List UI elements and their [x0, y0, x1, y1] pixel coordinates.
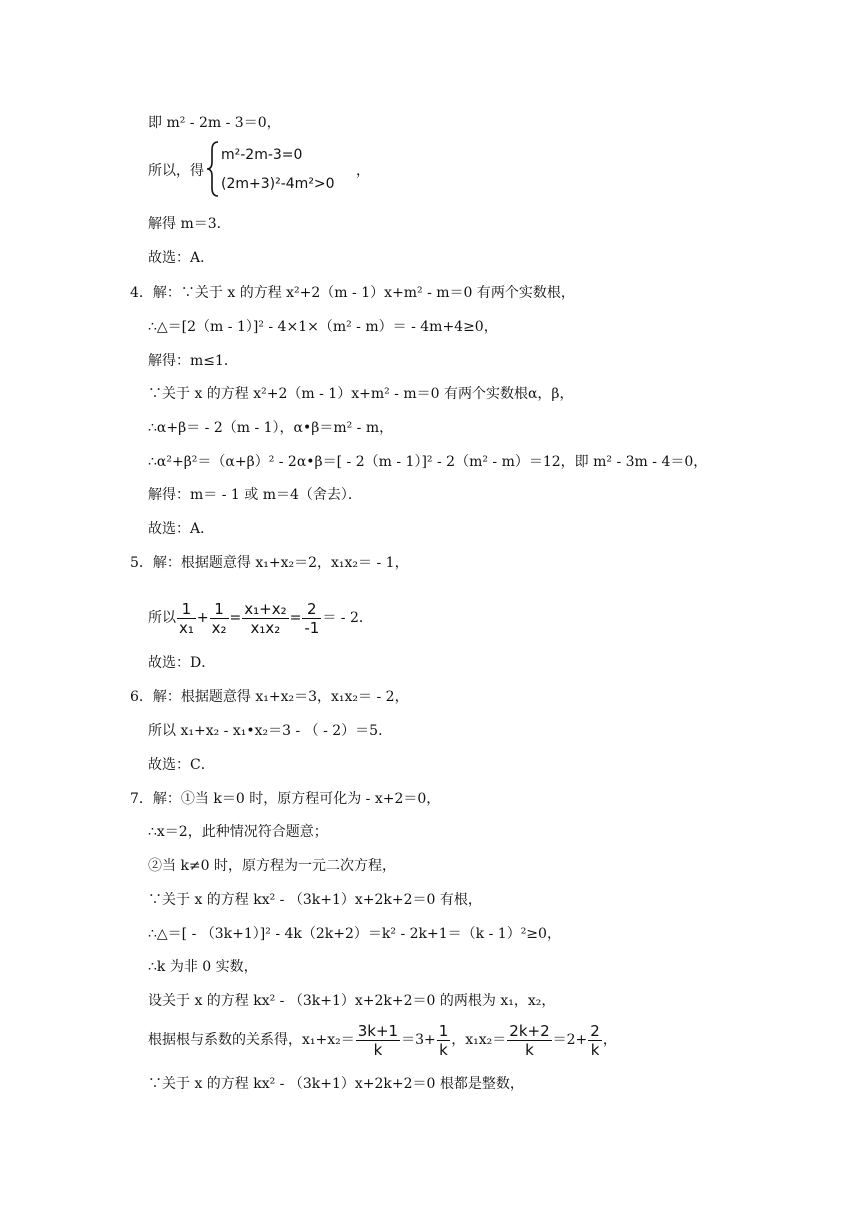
- denominator: k: [439, 1040, 448, 1059]
- fraction: [507, 1022, 551, 1059]
- text-line: ∴k 为非 0 实数，: [148, 959, 258, 975]
- left-brace-icon: [206, 140, 220, 198]
- inequality-line: (2m+3)²-4m²>0: [221, 176, 335, 192]
- text-line: 6．解：根据题意得 x₁+x₂＝3，x₁x₂＝ - 2，: [130, 689, 409, 705]
- denominator: x₁: [179, 618, 194, 637]
- text-line: ，: [356, 163, 370, 179]
- denominator: k: [373, 1040, 383, 1059]
- text-line: 解得 m＝3．: [148, 216, 231, 232]
- text-line: 解得：m＝ - 1 或 m＝4（舍去）．: [148, 487, 362, 503]
- text-line: 4．解：∵关于 x 的方程 x²+2（m - 1）x+m² - m＝0 有两个实数根，: [130, 285, 575, 301]
- text-line: ∵关于 x 的方程 x²+2（m - 1）x+m² - m＝0 有两个实数根α，β，: [148, 386, 574, 402]
- text-line: 故选：A．: [148, 250, 215, 266]
- fraction: [588, 1022, 602, 1059]
- text-line: ∵关于 x 的方程 kx² - （3k+1）x+2k+2＝0 根都是整数，: [148, 1076, 524, 1092]
- text-line: ∴α²+β²＝（α+β）² - 2α•β＝[ - 2（m - 1）]² - 2（m² - m）＝12，即 m² - 3m - 4＝0，: [148, 454, 708, 470]
- text-line: ∴△＝[ - （3k+1）]² - 4k（2k+2）＝k² - 2k+1＝（k - 1）²≥0，: [148, 926, 561, 942]
- fraction: [210, 600, 229, 637]
- fraction-line: [148, 596, 373, 640]
- numerator: 2k+2: [509, 1021, 550, 1040]
- text-line: 即 m² - 2m - 3＝0，: [148, 115, 281, 131]
- numerator: 1: [438, 1021, 449, 1040]
- numerator: x₁+x₂: [244, 599, 287, 618]
- text-line: 设关于 x 的方程 kx² - （3k+1）x+2k+2＝0 的两根为 x₁，x₂，: [148, 993, 556, 1009]
- fraction-line: [148, 1018, 617, 1062]
- text-line: 7．解：①当 k＝0 时，原方程可化为 - x+2＝0，: [130, 791, 441, 807]
- text-span: 所以: [148, 610, 176, 626]
- text-line: ∴△＝[2（m - 1）]² - 4×1×（m² - m）＝ - 4m+4≥0，: [148, 319, 498, 335]
- fraction: [302, 600, 321, 637]
- equation-line: m²-2m-3=0: [221, 147, 303, 163]
- text-line: ∴α+β＝ - 2（m - 1），α•β＝m² - m，: [148, 420, 394, 436]
- fraction: [242, 600, 288, 637]
- plus-sign: +: [196, 610, 209, 626]
- text-line: ②当 k≠0 时，原方程为一元二次方程，: [148, 858, 397, 874]
- text-line: 5．解：根据题意得 x₁+x₂＝2，x₁x₂＝ - 1，: [130, 555, 409, 571]
- text-span: 根据根与系数的关系得，x₁+x₂＝: [148, 1032, 355, 1048]
- text-span: ＝2+: [552, 1032, 588, 1048]
- equals-sign: =: [229, 610, 242, 626]
- text-line: 所以，得: [148, 163, 204, 179]
- text-line: 故选：A．: [148, 521, 215, 537]
- denominator: x₂: [211, 618, 227, 637]
- fraction: [177, 600, 196, 637]
- numerator: 3k+1: [357, 1021, 399, 1040]
- numerator: 1: [210, 600, 229, 619]
- text-line: 故选：D．: [148, 655, 216, 671]
- numerator: 1: [177, 600, 196, 619]
- text-line: 所以 x₁+x₂ - x₁•x₂＝3 - （ - 2）＝5．: [148, 723, 393, 739]
- text-line: ∵关于 x 的方程 kx² - （3k+1）x+2k+2＝0 有根，: [148, 892, 482, 908]
- denominator: k: [525, 1040, 534, 1059]
- text-span: ，: [602, 1032, 617, 1048]
- equals-sign: =: [289, 610, 302, 626]
- denominator: k: [590, 1040, 600, 1059]
- fraction: [356, 1022, 400, 1059]
- numerator: 2: [590, 1021, 600, 1040]
- fraction: [437, 1022, 451, 1059]
- text-line: ∴x＝2，此种情况符合题意；: [148, 824, 328, 840]
- text-line: 解得：m≤1．: [148, 353, 238, 369]
- text-span: ＝3+: [401, 1032, 436, 1048]
- denominator: x₁x₂: [250, 618, 281, 637]
- text-line: 故选：C．: [148, 757, 215, 773]
- numerator: 2: [302, 600, 321, 619]
- text-span: ，x₁x₂＝: [451, 1032, 507, 1048]
- denominator: -1: [304, 618, 320, 637]
- text-span: ＝ - 2．: [322, 610, 373, 626]
